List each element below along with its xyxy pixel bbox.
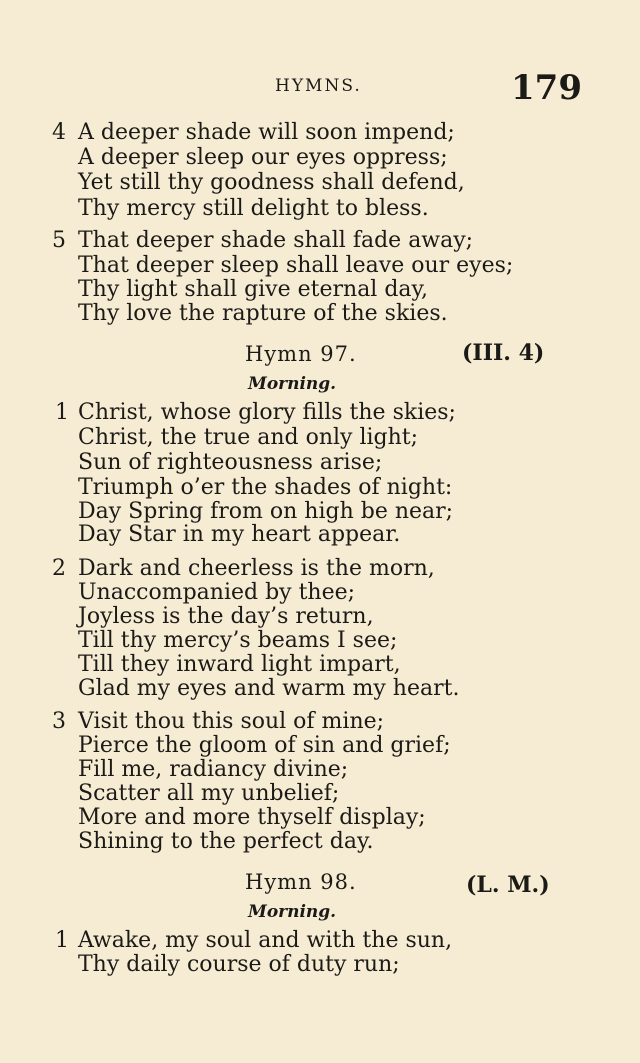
verse-line: Till thy mercy’s beams I see; xyxy=(78,628,398,653)
verse-line: A deeper sleep our eyes oppress; xyxy=(78,145,448,170)
verse-line: Shining to the perfect day. xyxy=(78,829,374,854)
verse-line: Scatter all my unbelief; xyxy=(78,781,340,806)
verse-number: 1 xyxy=(55,928,69,953)
verse-line: Dark and cheerless is the morn, xyxy=(78,556,435,581)
verse-line: Sun of righteousness arise; xyxy=(78,450,383,475)
verse-line: Thy mercy still delight to bless. xyxy=(78,196,429,221)
verse-line: Thy light shall give eternal day, xyxy=(78,277,429,302)
verse-line: A deeper shade will soon impend; xyxy=(78,120,455,145)
verse-line: Christ, the true and only light; xyxy=(78,425,419,450)
hymn-title: Hymn 97. xyxy=(245,342,357,366)
verse-line: Visit thou this soul of mine; xyxy=(78,709,385,734)
verse-line: Triumph o’er the shades of night: xyxy=(78,475,453,500)
hymn-meter: (III. 4) xyxy=(462,340,545,366)
verse-line: Unaccompanied by thee; xyxy=(78,580,356,605)
verse-line: That deeper shade shall fade away; xyxy=(78,228,474,253)
verse-number: 3 xyxy=(52,709,66,734)
verse-line: Pierce the gloom of sin and grief; xyxy=(78,733,451,758)
verse-number: 5 xyxy=(52,228,66,253)
verse-line: Yet still thy goodness shall defend, xyxy=(78,170,465,195)
running-header: HYMNS. xyxy=(275,76,362,96)
verse-line: Thy daily course of duty run; xyxy=(78,952,400,977)
verse-line: Day Spring from on high be near; xyxy=(78,499,454,524)
hymn-subtitle: Morning. xyxy=(248,374,337,394)
verse-line: Thy love the rapture of the skies. xyxy=(78,301,448,326)
verse-number: 2 xyxy=(52,556,66,581)
hymn-meter: (L. M.) xyxy=(466,872,550,898)
hymn-title: Hymn 98. xyxy=(245,870,357,894)
verse-line: Till they inward light impart, xyxy=(78,652,401,677)
verse-line: More and more thyself display; xyxy=(78,805,426,830)
verse-line: Fill me, radiancy divine; xyxy=(78,757,349,782)
verse-line: Christ, whose glory fills the skies; xyxy=(78,400,456,425)
verse-number: 4 xyxy=(52,120,66,145)
verse-line: That deeper sleep shall leave our eyes; xyxy=(78,253,514,278)
hymn-subtitle: Morning. xyxy=(248,902,337,922)
verse-line: Awake, my soul and with the sun, xyxy=(78,928,453,953)
verse-line: Day Star in my heart appear. xyxy=(78,522,401,547)
verse-line: Joyless is the day’s return, xyxy=(78,604,374,629)
verse-number: 1 xyxy=(55,400,69,425)
page-number: 179 xyxy=(511,68,582,108)
verse-line: Glad my eyes and warm my heart. xyxy=(78,676,460,701)
